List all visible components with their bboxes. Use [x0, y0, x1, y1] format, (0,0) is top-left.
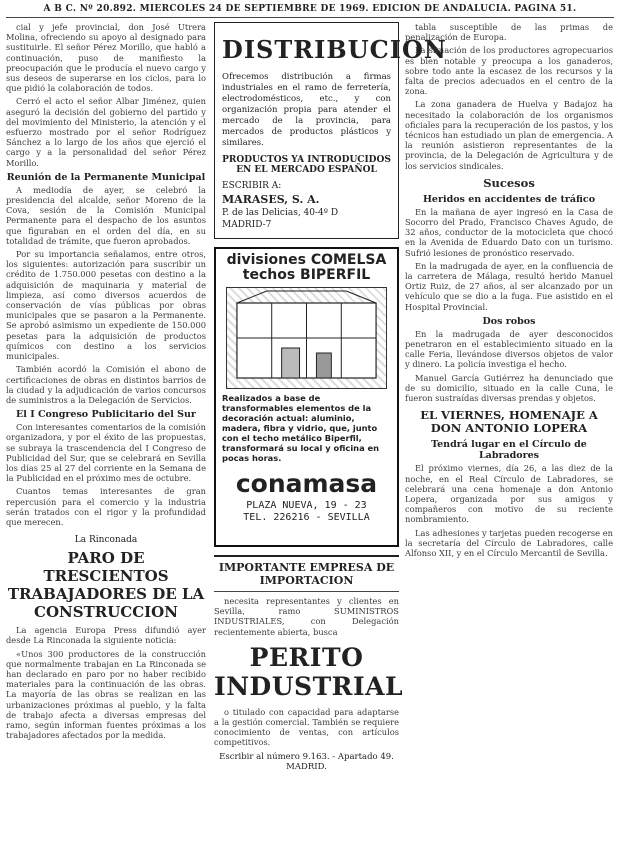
headline-paro: PARO DE TRESCIENTOS TRABAJADORES DE LA CONSTRUCCION [7, 549, 205, 622]
section-sucesos: Sucesos [483, 175, 535, 190]
ad-distribucion [214, 22, 447, 239]
conamasa-address: PLAZA NUEVA, 19 - 23 [246, 500, 367, 511]
ad-importacion-text: necesita representantes y clientes en Sevilla, ramo SUMINISTROS INDUSTRIALES, con Delegación recientemente abierta, busca [214, 596, 399, 637]
headline-congreso: El I Congreso Publicitario del Sur [16, 409, 196, 421]
column-right [405, 22, 613, 837]
article-paragraph: Cuantos temas interesantes de gran repercusión para el comercio y la industria serán tratados con el rigor y la profundidad que merecen. [6, 486, 206, 527]
ad-comelsa-line1: divisiones COMELSA [226, 252, 387, 268]
office-illustration [226, 287, 387, 389]
article-paragraph: tabla susceptible de las primas de penalización de Europa. [405, 22, 613, 43]
column-middle [214, 22, 447, 837]
ad-importacion [214, 555, 404, 772]
ad-comelsa-line2: techos BIPERFIL [242, 267, 371, 283]
article-paragraph: El próximo viernes, día 26, a las diez de la noche, en el Real Círculo de Labradores, se celebrará una cena homenaje a don Antonio Lopera, organizada por sus amigos y compañeros con motivo de su reciente nombramiento. [405, 463, 613, 525]
ad-perito-heading: PERITO INDUSTRIAL [214, 642, 404, 701]
conamasa-phone: TEL. 226216 - SEVILLA [243, 512, 370, 523]
ad-comelsa [214, 247, 399, 547]
ad-address-1: P. de las Delicias, 40-4º D [222, 208, 339, 218]
article-paragraph: «Unos 300 productores de la construcción que normalmente trabajan en La Rinconada se han declarado en paro por no haber recibido materiales para la continuación de las obras. La mayoría de las obras se realizan en las urbanizaciones próximas al pueblo, y la falta de trabajo afecta a diversas empresas del ramo, según informan fuentes próximas a los trabajadores afectados por la medida. [6, 648, 206, 741]
ad-distribucion-title: DISTRIBUCION [222, 35, 447, 64]
subhead-homenaje: Tendrá lugar en el Círculo de Labradores [431, 439, 587, 462]
article-paragraph: También acordó la Comisión el abono de certificaciones de obras en distintos barrios de la ciudad y la adjudicación de varios concursos de suministros a la Delegación de Servicios. [6, 364, 206, 405]
ad-write-label: ESCRIBIR A: [222, 181, 282, 191]
article-paragraph: La zona ganadera de Huelva y Badajoz ha necesitado la colaboración de los organismos oficiales para la recuperación de los pastos, y los técnicos han estudiado un plan de emergencia. A la reunión asistieron representantes de la provincia, de la Delegación de Agricultura y de los servicios sindicales. [405, 99, 613, 171]
ad-importacion-title1: IMPORTANTE EMPRESA DE [218, 561, 395, 574]
column-left [6, 22, 206, 837]
article-paragraph: Cerró el acto el señor Albar Jiménez, quien aseguró la decisión del gobierno del partido y del movimiento del Ministerio, la atención y el esfuerzo mostrado por el señor Rodríguez Sánchez a lo largo de los años que ejerció el cargo y a la personalidad del señor Pérez Morillo. [6, 96, 206, 168]
ad-distribucion-text: Ofrecemos distribución a firmas industriales en el ramo de ferretería, electrodomésticos, etc., y con organización propia para atender el mercado de la provincia, para mercados de productos plásticos y similares. [222, 72, 391, 148]
conamasa-logo: conamasa [235, 469, 378, 498]
header-rule [6, 17, 614, 18]
divider [214, 591, 399, 592]
headline-permanente: Reunión de la Permanente Municipal [6, 171, 206, 183]
page-header: A B C. Nº 20.892. MIERCOLES 24 DE SEPTIEMBRE DE 1969. EDICION DE ANDALUCIA. PAGINA 51. [43, 4, 577, 14]
article-paragraph: cial y jefe provincial, don José Utrera Molina, ofreciendo su apoyo al designado para sustituirle. El señor Pérez Morillo, que habló a continuación, puso de manifiesto la preocupación que le producía el nuevo cargo y sus deseos de superarse en los ciclos, para lo que pidió la colaboración de todos. [6, 22, 206, 94]
article-paragraph: La situación de los productores agropecuarios es bien notable y preocupa a los ganaderos, sobre todo ante la escasez de los recursos y la falta de precios adecuados en el centro de la zona. [405, 45, 613, 97]
article-paragraph: Las adhesiones y tarjetas pueden recogerse en la secretaría del Círculo de Labradores, calle Alfonso XII, y en el Círculo Mercantil de Sevilla. [405, 527, 613, 558]
article-paragraph: Manuel García Gutiérrez ha denunciado que de su domicilio, situado en la calle Cuna, le fueron sustraídas diversas prendas y objetos. [405, 372, 613, 404]
article-paragraph: Con interesantes comentarios de la comisión organizadora, y por el éxito de las propuestas, se subraya la trascendencia del I Congreso de Publicidad del Sur, que se celebrará en Sevilla los días 25 al 27 del corriente en la Semana de la Publicidad en el próximo mes de octubre. [6, 422, 206, 484]
ad-address-2: MADRID-7 [222, 220, 272, 230]
ad-distribucion-sub: PRODUCTOS YA INTRODUCIDOS EN EL MERCADO ESPAÑOL [222, 155, 391, 175]
headline-homenaje: EL VIERNES, HOMENAJE A DON ANTONIO LOPERA [420, 408, 598, 436]
ad-importacion-footer: Escribir al número 9.163. - Apartado 49. MADRID. [219, 751, 394, 772]
article-paragraph: Por su importancia señalamos, entre otros, los siguientes: autorización para suscribir un crédito de 1.750.000 pesetas con destino a la adquisición de maquinaria y material de limpieza, así como diversos acuerdos de conservación de vías públicas por obras municipales que se pasaron a la Permanente. Se aprobó asimismo un expediente de 150.000 pesetas para la adquisición de productos químicos con destino a los servicios municipales. [6, 249, 206, 362]
kicker-la-rinconada: La Rinconada [74, 535, 138, 546]
ad-importacion-text2: o titulado con capacidad para adaptarse a la gestión comercial. También se requiere conocimiento de ventas, con artículos competitivos. [214, 706, 399, 748]
article-paragraph: La agencia Europa Press difundió ayer desde La Rinconada la siguiente noticia: [6, 625, 206, 646]
headline-robos: Dos robos [482, 315, 536, 327]
article-paragraph: A mediodía de ayer, se celebró la presidencia del alcalde, señor Moreno de la Cova, sesión de la Comisión Municipal Permanente para el despacho de los asuntos que figuraban en el orden del día, en su totalidad de trámite, que fueron aprobados. [6, 184, 206, 246]
article-paragraph: En la madrugada de ayer, en la confluencia de la carretera de Málaga, resultó herido Manuel Ortiz Ruiz, de 27 años, al ser alcanzado por un vehículo que se dio a la fuga. Fue asistido en el Hospital Provincial. [405, 260, 613, 312]
ad-company: MARASES, S. A. [222, 193, 320, 206]
headline-heridos: Heridos en accidentes de tráfico [422, 193, 596, 205]
office-partition-icon [227, 288, 386, 388]
article-paragraph: En la mañana de ayer ingresó en la Casa de Socorro del Prado, Francisco Chaves Agudo, de 32 años, conductor de la motocicleta que chocó en la Avenida de Eduardo Dato con un turismo. Sufrió lesiones de pronóstico reservado. [405, 206, 613, 258]
ad-comelsa-body: Realizados a base de transformables elementos de la decoración actual: aluminio, madera, fibra y vidrio, que, junto con el techo metálico Biperfil, transformará su local y oficina en pocas horas. [222, 393, 380, 463]
ad-importacion-title2: IMPORTACION [259, 574, 354, 587]
article-paragraph: En la madrugada de ayer desconocidos penetraron en el establecimiento situado en la calle Feria, llevándose diversos objetos de valor y dinero. La policía investiga el hecho. [405, 328, 613, 370]
